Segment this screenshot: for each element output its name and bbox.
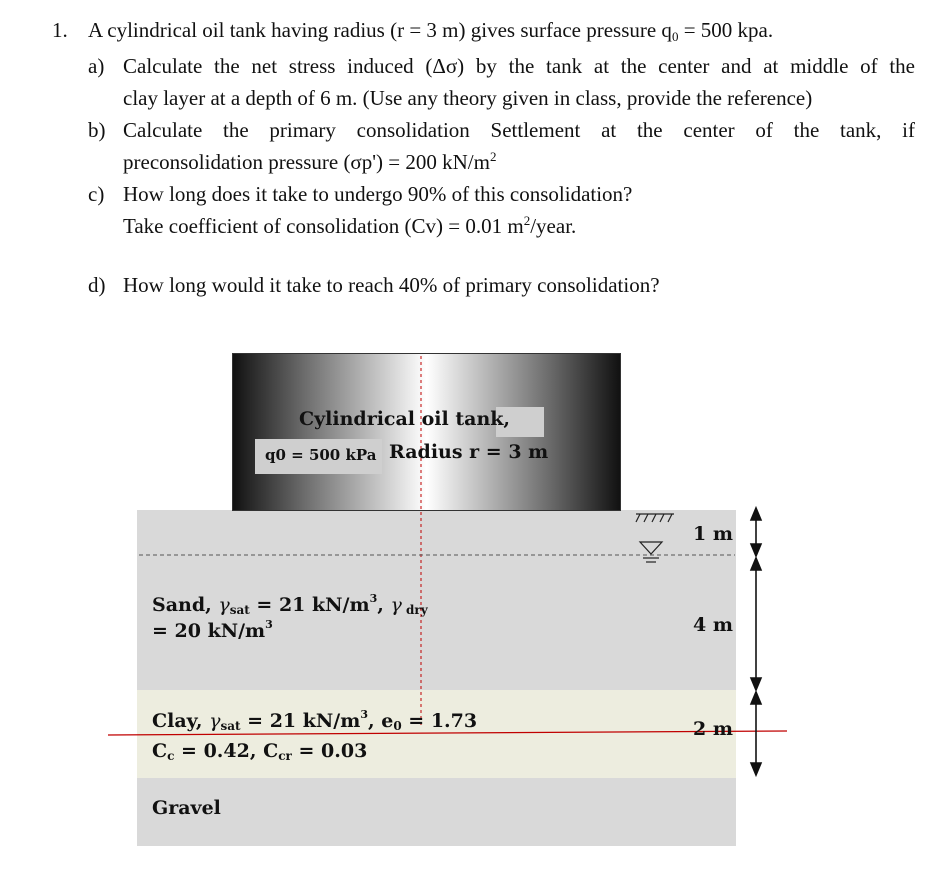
- question-intro: A cylindrical oil tank having radius (r = 3 m) gives surface pressure $q_0 = 500$ kpa.: [88, 18, 774, 44]
- tank-q0-label: q0 = 500 kPa: [265, 446, 377, 464]
- part-d-line1: How long would it take to reach 40% of primary consolidation?: [123, 273, 660, 297]
- part-c-line2-end: /year.: [530, 214, 577, 238]
- part-a-line2: clay layer at a depth of 6 m. (Use any theory given in class, provide the reference): [123, 86, 813, 110]
- part-c-sup: 2: [523, 213, 531, 228]
- part-a-line1: Calculate the net stress induced (Δσ) by the tank at the center and at middle of the: [123, 54, 915, 78]
- dim-4m: 4 m: [693, 614, 733, 636]
- question-number: 1.: [52, 18, 68, 42]
- clay-label-line2: $C_c = 0.42$, $C_{cr} = 0.03$: [152, 740, 368, 763]
- tank-label: Cylindrical oil tank,: [299, 408, 511, 430]
- dim-1m: 1 m: [693, 523, 733, 545]
- part-b-label: b): [88, 118, 106, 142]
- tank-radius-label: Radius r = 3 m: [389, 441, 549, 463]
- part-d-label: d): [88, 273, 106, 297]
- water-table-icon: [636, 514, 674, 562]
- part-b-line2-text: preconsolidation pressure (σp') = 200 kN/m: [123, 150, 490, 174]
- part-c-line1: How long does it take to undergo 90% of this consolidation?: [123, 182, 633, 206]
- clay-label-line1: Clay, $\gamma_{sat} = 21$ $kN/m^3$, $e_0 = 1.73$: [152, 708, 478, 733]
- part-c-label: c): [88, 182, 105, 206]
- part-b-line1: Calculate the primary consolidation Settlement at the center of the tank, if: [123, 118, 915, 142]
- gravel-label: Gravel: [152, 797, 221, 819]
- sand-label-line2: = 20 $kN/m^3$: [152, 618, 273, 642]
- part-a-label: a): [88, 54, 105, 78]
- part-c-line2-text: Take coefficient of consolidation (Cv) = 0.01 m: [123, 214, 524, 238]
- part-b-sup: 2: [489, 149, 497, 164]
- dimension-arrows: [751, 508, 761, 775]
- dim-2m: 2 m: [693, 718, 733, 740]
- sand-label-line1: Sand, $\gamma_{sat} = 21$ $kN/m^3$, γ $_{dry}$: [152, 592, 428, 617]
